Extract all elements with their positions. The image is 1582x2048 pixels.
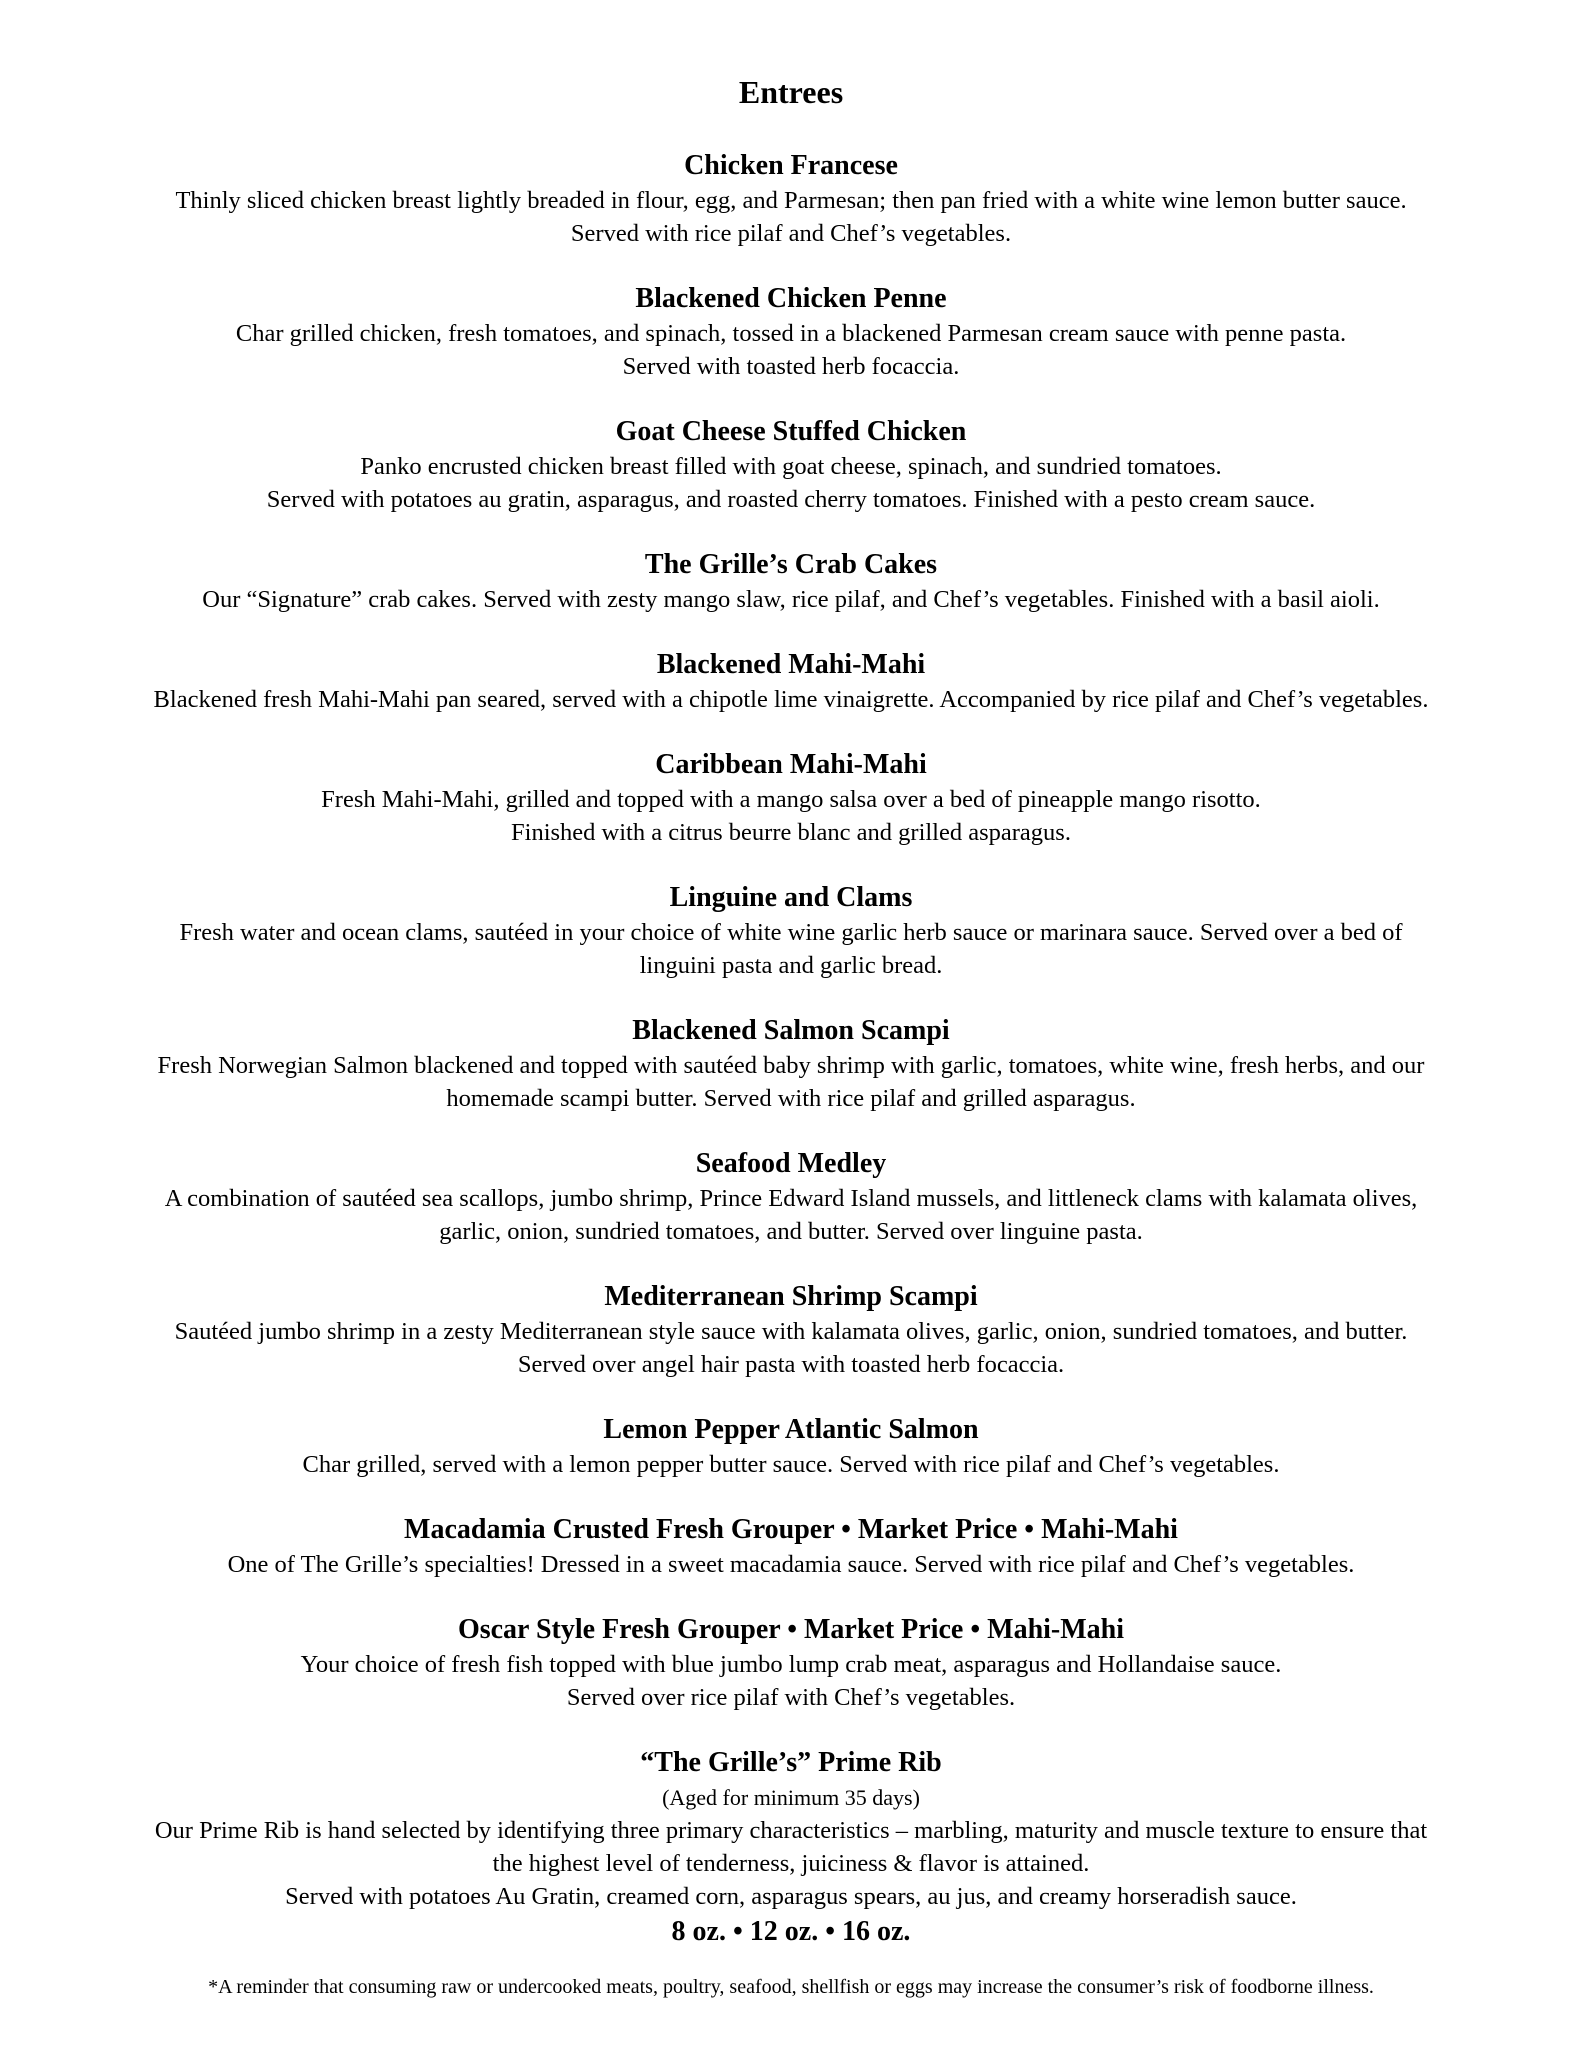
menu-item-description: Blackened fresh Mahi-Mahi pan seared, served with a chipotle lime vinaigrette. Accompanied by rice pilaf and Chef’s vegetables. <box>153 686 1429 713</box>
menu-item-description: Char grilled chicken, fresh tomatoes, and spinach, tossed in a blackened Parmesan cream sauce with penne pasta. <box>235 320 1347 347</box>
menu-item-name: Blackened Mahi-Mahi <box>656 649 926 680</box>
menu-item-name: Blackened Salmon Scampi <box>632 1015 950 1046</box>
menu-item-chicken-francese <box>0 148 1582 250</box>
menu-item-mediterranean-shrimp-scampi <box>0 1279 1582 1381</box>
menu-item-name: Oscar Style Fresh Grouper • Market Price • Mahi-Mahi <box>457 1614 1125 1645</box>
aging-note: (Aged for minimum 35 days) <box>662 1785 920 1810</box>
menu-item-name: The Grille’s Crab Cakes <box>644 549 938 580</box>
menu-item-name: Macadamia Crusted Fresh Grouper • Market Price • Mahi-Mahi <box>404 1514 1178 1545</box>
portion-sizes: 8 oz. • 12 oz. • 16 oz. <box>671 1916 911 1947</box>
menu-item-blackened-chicken-penne <box>0 281 1582 383</box>
menu-item-oscar-grouper <box>0 1612 1582 1714</box>
menu-item-name: Seafood Medley <box>695 1148 887 1179</box>
menu-item-description: Char grilled, served with a lemon pepper butter sauce. Served with rice pilaf and Chef’s vegetables. <box>302 1451 1280 1478</box>
menu-item-caribbean-mahi-mahi <box>0 747 1582 849</box>
menu-item-name: Linguine and Clams <box>669 882 913 913</box>
menu-item-name: Blackened Chicken Penne <box>635 283 947 314</box>
menu-item-description: Served over angel hair pasta with toasted herb focaccia. <box>517 1351 1065 1378</box>
menu-item-description: A combination of sautéed sea scallops, jumbo shrimp, Prince Edward Island mussels, and littleneck clams with kalamata olives, <box>164 1185 1418 1212</box>
menu-item-description: Served with potatoes Au Gratin, creamed corn, asparagus spears, au jus, and creamy horseradish sauce. <box>285 1883 1297 1910</box>
menu-item-description: linguini pasta and garlic bread. <box>639 952 943 979</box>
menu-item-description: garlic, onion, sundried tomatoes, and butter. Served over linguine pasta. <box>439 1218 1143 1245</box>
menu-item-description: Sautéed jumbo shrimp in a zesty Mediterranean style sauce with kalamata olives, garlic, onion, sundried tomatoes, and butter. <box>174 1318 1408 1345</box>
menu-item-lemon-pepper-salmon <box>0 1412 1582 1481</box>
menu-item-description: the highest level of tenderness, juiciness & flavor is attained. <box>492 1850 1090 1877</box>
menu-item-name: Caribbean Mahi-Mahi <box>655 749 927 780</box>
menu-item-blackened-mahi-mahi <box>0 647 1582 716</box>
menu-item-description: Fresh Mahi-Mahi, grilled and topped with a mango salsa over a bed of pineapple mango risotto. <box>321 786 1261 813</box>
menu-item-name: Goat Cheese Stuffed Chicken <box>615 416 967 447</box>
menu-item-seafood-medley <box>0 1146 1582 1248</box>
menu-item-description: Served with toasted herb focaccia. <box>622 353 960 380</box>
menu-item-description: Served over rice pilaf with Chef’s vegetables. <box>566 1684 1016 1711</box>
page-title: Entrees <box>738 74 844 110</box>
menu-item-description: Fresh Norwegian Salmon blackened and topped with sautéed baby shrimp with garlic, tomatoes, white wine, fresh herbs, and our <box>157 1052 1425 1079</box>
menu-item-description: Our “Signature” crab cakes. Served with zesty mango slaw, rice pilaf, and Chef’s vegetables. Finished with a basil aioli. <box>202 586 1380 613</box>
menu-item-description: Served with potatoes au gratin, asparagus, and roasted cherry tomatoes. Finished with a pesto cream sauce. <box>266 486 1316 513</box>
menu-item-name: Chicken Francese <box>684 150 898 181</box>
menu-item-linguine-and-clams <box>0 880 1582 982</box>
menu-item-name: Lemon Pepper Atlantic Salmon <box>603 1414 979 1445</box>
food-safety-footnote: *A reminder that consuming raw or undercooked meats, poultry, seafood, shellfish or eggs may increase the consumer’s risk of foodborne illness. <box>208 1976 1374 1998</box>
menu-item-goat-cheese-stuffed-chicken <box>0 414 1582 516</box>
menu-item-crab-cakes <box>0 547 1582 616</box>
menu-item-description: Served with rice pilaf and Chef’s vegetables. <box>570 220 1012 247</box>
menu-item-blackened-salmon-scampi <box>0 1013 1582 1115</box>
menu-item-description: Finished with a citrus beurre blanc and grilled asparagus. <box>511 819 1071 846</box>
menu-item-description: Thinly sliced chicken breast lightly breaded in flour, egg, and Parmesan; then pan fried with a white wine lemon butter sauce. <box>175 187 1407 214</box>
menu-item-description: One of The Grille’s specialties! Dressed in a sweet macadamia sauce. Served with rice pilaf and Chef’s vegetables. <box>227 1551 1355 1578</box>
menu-item-description: Panko encrusted chicken breast filled with goat cheese, spinach, and sundried tomatoes. <box>360 453 1222 480</box>
menu-item-description: homemade scampi butter. Served with rice pilaf and grilled asparagus. <box>446 1085 1136 1112</box>
menu-item-description: Fresh water and ocean clams, sautéed in your choice of white wine garlic herb sauce or marinara sauce. Served over a bed of <box>179 919 1403 946</box>
menu-item-name: Mediterranean Shrimp Scampi <box>604 1281 978 1312</box>
menu-item-prime-rib <box>0 1745 1582 1951</box>
menu-item-description: Our Prime Rib is hand selected by identifying three primary characteristics – marbling, maturity and muscle texture to ensure that <box>154 1817 1428 1844</box>
menu-item-description: Your choice of fresh fish topped with blue jumbo lump crab meat, asparagus and Hollandaise sauce. <box>300 1651 1282 1678</box>
menu-item-macadamia-grouper <box>0 1512 1582 1581</box>
menu-item-name: “The Grille’s” Prime Rib <box>640 1747 942 1778</box>
